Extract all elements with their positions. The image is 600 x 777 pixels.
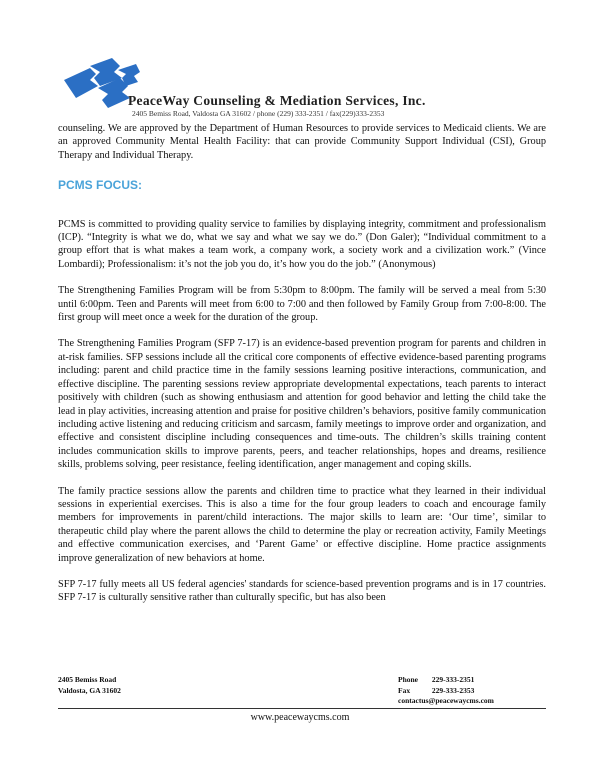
paragraph-family-practice: The family practice sessions allow the parents and children time to practice what they learned in their individual sessions in experiential exercises. This is also a time for the four group leaders to coach and encourage family members for improvements in parent/child interactions. The major skills to learn are: ‘Our time’, similar to therapeutic child play where the parent allows the child to determine the play or recreation activity, Family Meetings and effective communication exercises, and ‘Parent Game’ or effective discipline. Home practice assignments improve generalization of new behaviors at home.	[58, 485, 546, 564]
footer-address-line2: Valdosta, GA 31602	[58, 685, 121, 695]
section-heading: PCMS FOCUS:	[58, 178, 142, 193]
email-link[interactable]: contactus@peacewaycms.com	[398, 696, 494, 705]
paragraph-sfp-overview: The Strengthening Families Program (SFP 7-17) is an evidence-based prevention program for parents and children in at-risk families. SFP sessions include all the critical core components of effective evidence-based parenting programs including: parent and child practice time in the family sessions learning positive interactions, communication, and effective discipline. The parenting sessions review appropriate developmental expectations, teach parents to interact positively with children (such as showing enthusiasm and attention for good behavior and letting the child take the lead in play activities, increasing attention and praise for positive children’s behaviors, positive family communication including active listening and reducing criticism and sarcasm, family meetings to improve order and organization, and effective and consistent discipline including consequences and time-outs. The children’s skills training content includes communication skills to improve parents, peers, and teacher relationships, hopes and dreams, resilience skills, problems solving, peer resistance, feeling identification, anger management and coping skills.	[58, 338, 546, 471]
paragraph-standards: SFP 7-17 fully meets all US federal agencies' standards for science-based prevention programs and is in 17 countries. SFP 7-17 is culturally sensitive rather than culturally specific, but has also been	[58, 578, 546, 604]
fax-label: Fax	[398, 685, 411, 695]
phone-label: Phone	[398, 675, 419, 684]
intro-paragraph: counseling. We are approved by the Department of Human Resources to provide services to Medicaid clients. We are an approved Community Mental Health Facility: that can provide Community Support Individual (CSI), Group Therapy and Individual Therapy.	[58, 123, 546, 161]
paragraph-icp: PCMS is committed to providing quality service to families by displaying integrity, commitment and professionalism (ICP). “Integrity is what we do, what we say and what we say we do.” (Don Galer); “Individual commitment to a group effort that is what makes a team work, a company work, a society work and a civilization work.” (Vince Lombardi); Professionalism: it’s not the job you do, it’s how you do the job.” (Anonymous)	[58, 218, 546, 270]
footer-address	[58, 675, 121, 696]
organization-address-line: 2405 Bemiss Road, Valdosta GA 31602 / phone (229) 333-2351 / fax(229)333-2353	[132, 109, 385, 118]
phone-number: 229-333-2351	[431, 675, 475, 684]
document-body	[58, 122, 546, 605]
footer-contact	[398, 675, 494, 707]
footer-address-line1: 2405 Bemiss Road	[58, 675, 117, 684]
organization-name: PeaceWay Counseling & Mediation Services, Inc.	[128, 93, 426, 108]
fax-number: 229-333-2353	[431, 685, 475, 695]
website-link[interactable]: www.peacewaycms.com	[250, 712, 350, 723]
footer-divider	[58, 708, 546, 709]
paragraph-schedule: The Strengthening Families Program will be from 5:30pm to 8:00pm. The family will be served a meal from 5:30 until 6:00pm. Teen and Parents will meet from 6:00 to 7:00 and then followed by Family Group from 7:00-8:00. The first group will meet once a week for the duration of the group.	[58, 285, 546, 324]
